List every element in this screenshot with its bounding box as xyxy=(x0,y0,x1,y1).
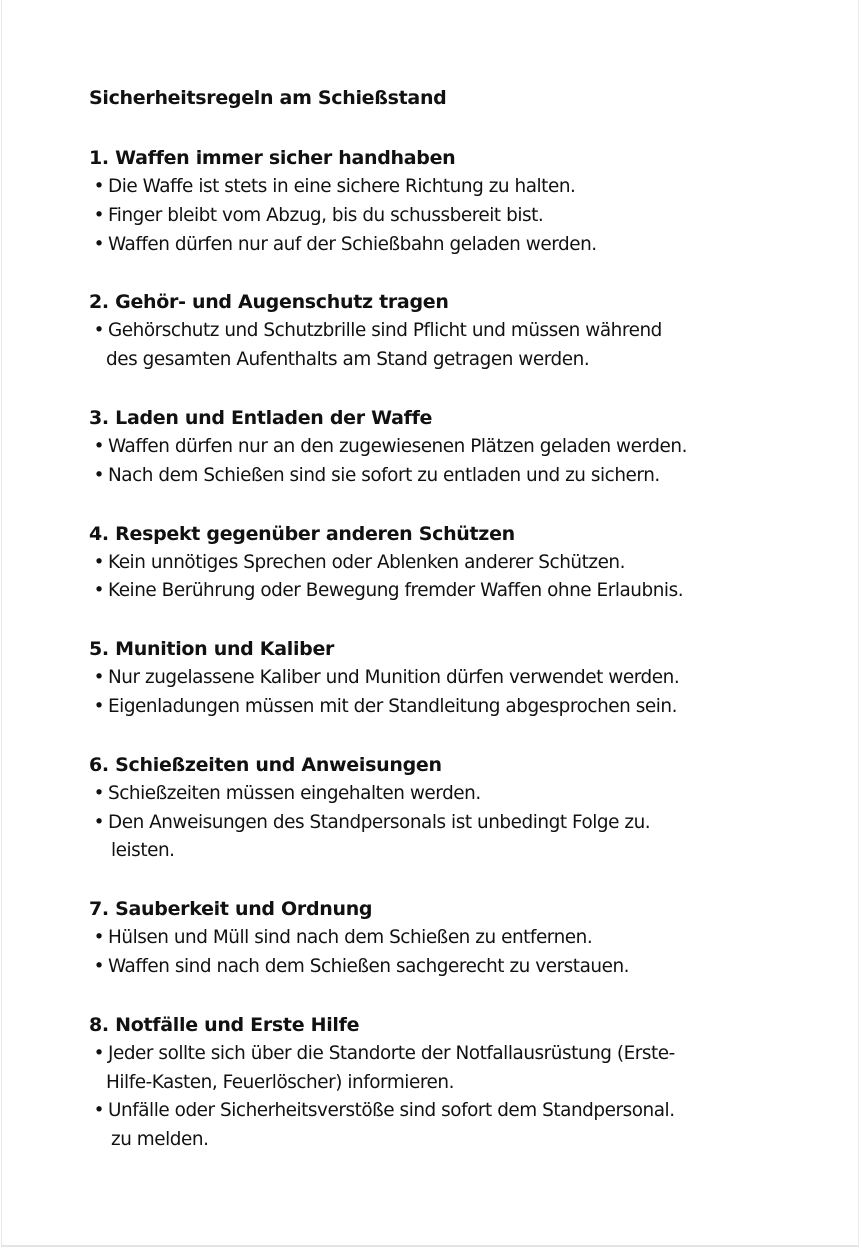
bullet-list xyxy=(89,173,809,259)
rule-section xyxy=(89,751,809,866)
bullet-list xyxy=(89,317,809,375)
bullet-text: Waffen dürfen nur auf der Schießbahn geladen werden. xyxy=(108,233,597,255)
bullet-icon: • xyxy=(93,927,104,949)
bullet-list xyxy=(89,1040,809,1155)
section-heading: 4. Respekt gegenüber anderen Schützen xyxy=(89,522,515,545)
bullet-text: Schießzeiten müssen eingehalten werden. xyxy=(108,782,481,804)
bullet-text-continuation: leisten. xyxy=(111,840,175,862)
bullet-icon: • xyxy=(93,667,104,689)
bullet-text: Keine Berührung oder Bewegung fremder Waffen ohne Erlaubnis. xyxy=(108,580,684,602)
bullet-item xyxy=(89,231,809,260)
rule-section xyxy=(89,288,809,375)
bullet-item xyxy=(89,693,809,722)
bullet-icon: • xyxy=(93,464,104,486)
rule-section xyxy=(89,144,809,259)
bullet-item xyxy=(89,462,809,491)
section-heading: 8. Notfälle und Erste Hilfe xyxy=(89,1013,360,1036)
bullet-icon: • xyxy=(93,435,104,457)
bullet-text: Kein unnötiges Sprechen oder Ablenken anderer Schützen. xyxy=(108,551,626,573)
bullet-icon: • xyxy=(93,233,104,255)
bullet-text: Jeder sollte sich über die Standorte der Notfallausrüstung (Erste- xyxy=(108,1042,675,1064)
bullet-list xyxy=(89,924,809,982)
bullet-text: Waffen sind nach dem Schießen sachgerecht zu verstauen. xyxy=(108,955,630,977)
document-title: Sicherheitsregeln am Schießstand xyxy=(89,87,447,109)
bullet-item xyxy=(89,780,809,809)
bullet-icon: • xyxy=(93,1100,104,1122)
rules-list xyxy=(89,144,809,1155)
rule-section xyxy=(89,1011,809,1155)
bullet-item xyxy=(89,1097,809,1155)
bullet-list xyxy=(89,664,809,722)
bullet-list xyxy=(89,549,809,607)
bullet-text: Nach dem Schießen sind sie sofort zu entladen und zu sichern. xyxy=(108,464,660,486)
bullet-item xyxy=(89,317,809,375)
bullet-item xyxy=(89,809,809,867)
bullet-icon: • xyxy=(93,811,104,833)
document-page xyxy=(1,0,859,1247)
bullet-item xyxy=(89,577,809,606)
bullet-text: Den Anweisungen des Standpersonals ist unbedingt Folge zu. xyxy=(108,811,651,833)
bullet-list xyxy=(89,780,809,866)
bullet-text-continuation: zu melden. xyxy=(111,1129,209,1151)
bullet-icon: • xyxy=(93,955,104,977)
bullet-text-continuation: des gesamten Aufenthalts am Stand getragen werden. xyxy=(106,349,590,371)
rule-section xyxy=(89,635,809,722)
bullet-text: Die Waffe ist stets in eine sichere Richtung zu halten. xyxy=(108,176,576,197)
bullet-icon: • xyxy=(93,695,104,717)
bullet-text: Finger bleibt vom Abzug, bis du schussbereit bist. xyxy=(108,204,544,226)
bullet-item xyxy=(89,1040,809,1098)
section-heading: 2. Gehör- und Augenschutz tragen xyxy=(89,291,449,314)
bullet-item xyxy=(89,433,809,462)
bullet-item xyxy=(89,202,809,231)
rule-section xyxy=(89,404,809,491)
section-heading: 3. Laden und Entladen der Waffe xyxy=(89,406,433,429)
bullet-item xyxy=(89,924,809,953)
section-heading: 1. Waffen immer sicher handhaben xyxy=(89,147,456,169)
section-heading: 6. Schießzeiten und Anweisungen xyxy=(89,753,442,776)
bullet-text: Hülsen und Müll sind nach dem Schießen zu entfernen. xyxy=(108,927,593,949)
bullet-text-continuation: Hilfe-Kasten, Feuerlöscher) informieren. xyxy=(106,1071,454,1093)
rule-section xyxy=(89,520,809,607)
bullet-text: Unfälle oder Sicherheitsverstöße sind sofort dem Standpersonal. xyxy=(108,1100,675,1122)
bullet-icon: • xyxy=(93,320,104,342)
bullet-item xyxy=(89,664,809,693)
bullet-text: Gehörschutz und Schutzbrille sind Pflicht und müssen während xyxy=(108,320,662,342)
bullet-list xyxy=(89,433,809,491)
bullet-icon: • xyxy=(93,551,104,573)
bullet-icon: • xyxy=(93,580,104,602)
bullet-text: Nur zugelassene Kaliber und Munition dürfen verwendet werden. xyxy=(108,667,680,689)
bullet-icon: • xyxy=(93,176,104,197)
bullet-icon: • xyxy=(93,204,104,226)
bullet-text: Eigenladungen müssen mit der Standleitung abgesprochen sein. xyxy=(108,695,677,717)
bullet-icon: • xyxy=(93,1042,104,1064)
bullet-item xyxy=(89,173,809,202)
bullet-item xyxy=(89,953,809,982)
document-content xyxy=(89,84,809,1184)
bullet-icon: • xyxy=(93,782,104,804)
section-heading: 5. Munition und Kaliber xyxy=(89,638,335,661)
bullet-item xyxy=(89,549,809,578)
bullet-text: Waffen dürfen nur an den zugewiesenen Plätzen geladen werden. xyxy=(108,435,687,457)
section-heading: 7. Sauberkeit und Ordnung xyxy=(89,898,373,921)
rule-section xyxy=(89,895,809,982)
